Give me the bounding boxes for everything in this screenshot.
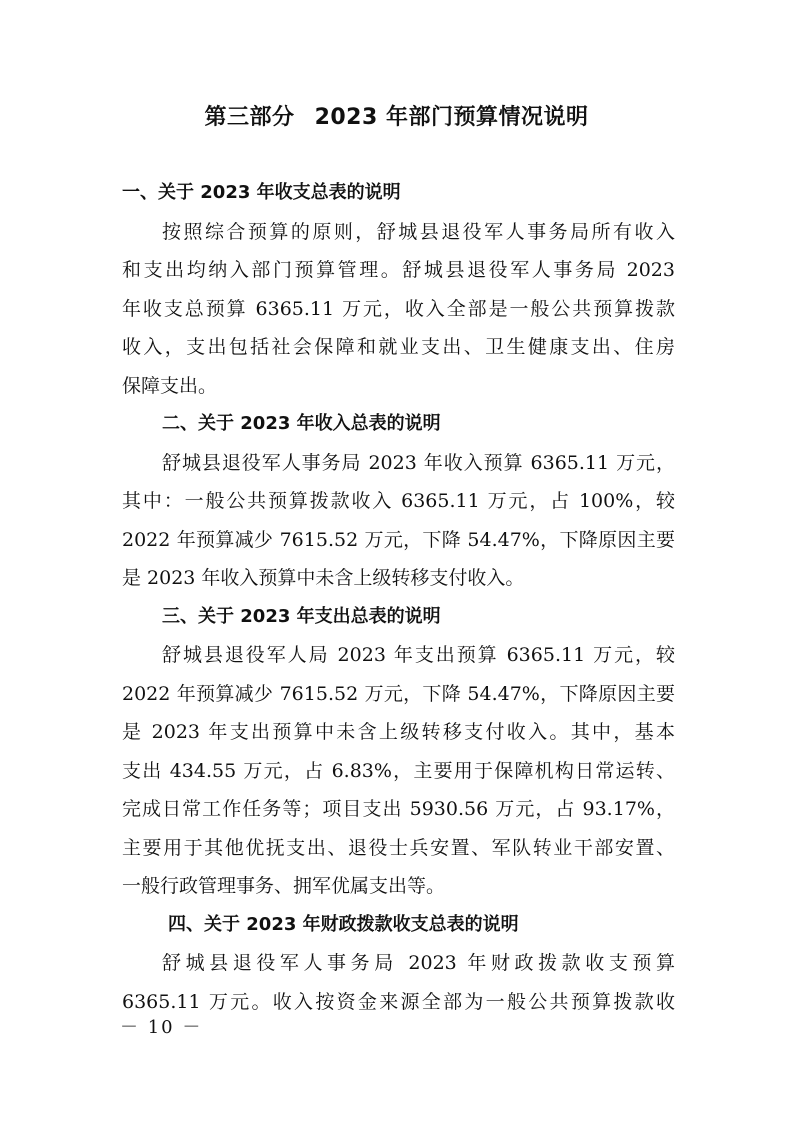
paragraph-line: 舒城县退役军人事务局 2023 年收入预算 6365.11 万元， — [162, 451, 675, 474]
paragraph-line: 一般行政管理事务、拥军优属支出等。 — [122, 875, 446, 897]
title-part-label: 第三部分 — [204, 105, 295, 130]
section-heading-4: 四、关于 2023 年财政拨款收支总表的说明 — [168, 913, 519, 935]
paragraph-line: 是 2023 年支出预算中未含上级转移支付收入。其中，基本 — [122, 721, 675, 743]
paragraph-line: 舒城县退役军人局 2023 年支出预算 6365.11 万元，较 — [162, 644, 675, 666]
section-heading-1: 一、关于 2023 年收支总表的说明 — [122, 182, 401, 203]
paragraph-line: 主要用于其他优抚支出、退役士兵安置、军队转业干部安置、 — [122, 836, 675, 859]
paragraph-line: 收入，支出包括社会保障和就业支出、卫生健康支出、住房 — [122, 336, 675, 358]
document-body — [122, 174, 675, 1021]
paragraph-line: 按照综合预算的原则，舒城县退役军人事务局所有收入 — [162, 220, 675, 243]
paragraph-line: 舒城县退役军人事务局 2023 年财政拨款收支预算 — [162, 952, 675, 974]
paragraph-line: 支出 434.55 万元，占 6.83%，主要用于保障机构日常运转、 — [122, 759, 675, 782]
paragraph-line: 6365.11 万元。收入按资金来源全部为一般公共预算拨款收 — [122, 990, 675, 1013]
paragraph-line: 是 2023 年收入预算中未含上级转移支付收入。 — [122, 567, 525, 589]
paragraph-line: 完成日常工作任务等；项目支出 5930.56 万元，占 93.17%， — [122, 798, 675, 820]
paragraph-line: 其中：一般公共预算拨款收入 6365.11 万元，占 100%，较 — [122, 490, 675, 512]
paragraph-line: 年收支总预算 6365.11 万元，收入全部是一般公共预算拨款 — [122, 297, 675, 320]
paragraph-line: 和支出均纳入部门预算管理。舒城县退役军人事务局 2023 — [122, 259, 675, 281]
page-number: － 10 － — [120, 1017, 203, 1038]
paragraph-line: 2022 年预算减少 7615.52 万元，下降 54.47%，下降原因主要 — [122, 682, 675, 705]
paragraph-line: 保障支出。 — [122, 374, 218, 397]
paragraph-line: 2022 年预算减少 7615.52 万元，下降 54.47%，下降原因主要 — [122, 528, 675, 551]
section-heading-3: 三、关于 2023 年支出总表的说明 — [162, 605, 441, 627]
page-title — [0, 100, 793, 136]
title-main-text: 2023 年部门预算情况说明 — [314, 105, 589, 130]
section-heading-2: 二、关于 2023 年收入总表的说明 — [162, 413, 441, 434]
